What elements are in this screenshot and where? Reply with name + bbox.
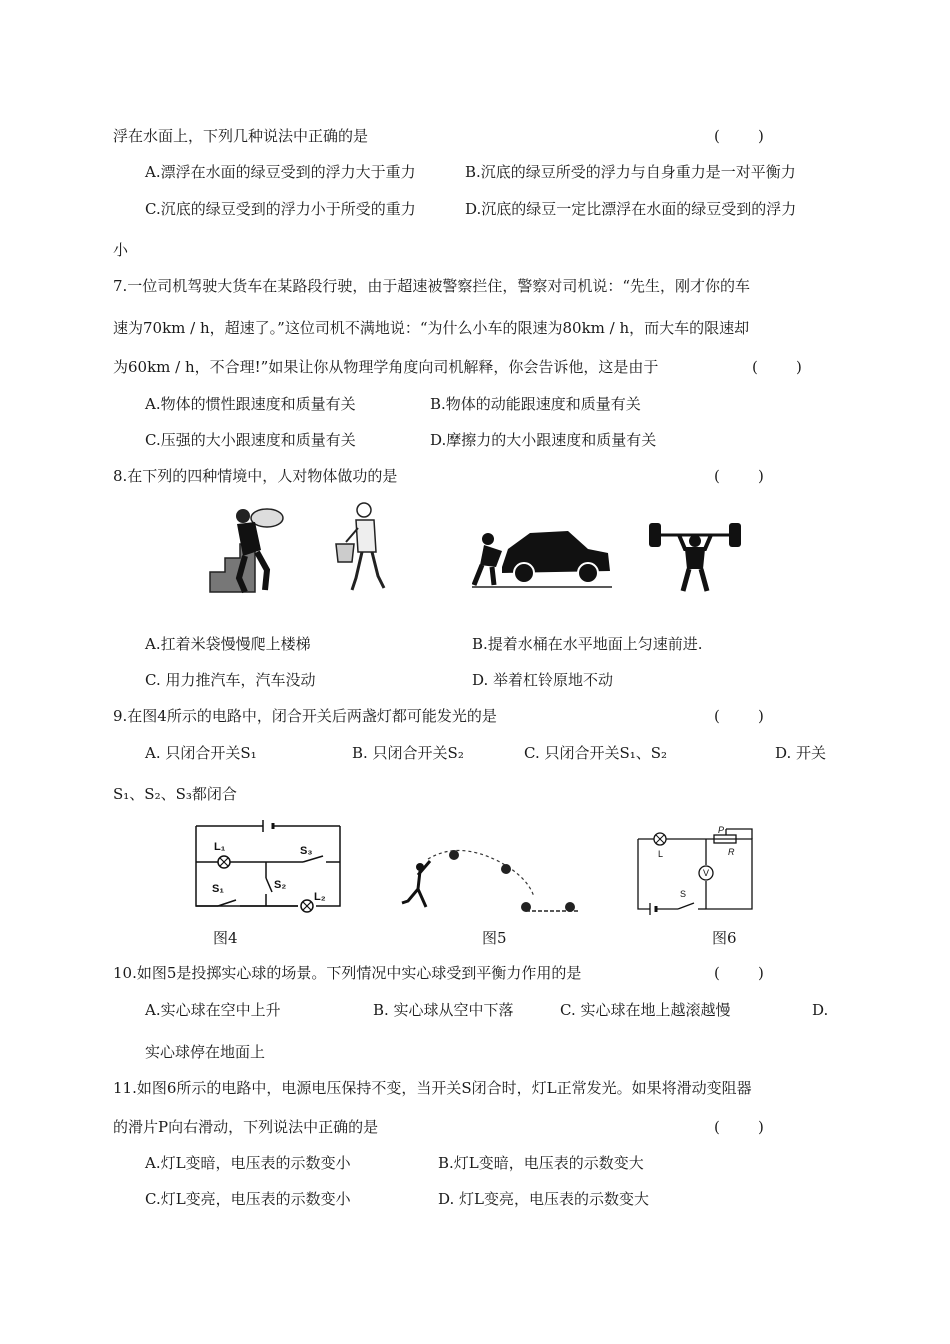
q9-stem: 9.在图4所示的电路中，闭合开关后两盏灯都可能发光的是	[113, 707, 497, 725]
q8-option-d: D. 举着杠铃原地不动	[472, 671, 614, 689]
q11-stem-line-1: 11.如图6所示的电路中，电源电压保持不变，当开关S闭合时，灯L正常发光。如果将滑动变阻器	[113, 1079, 752, 1097]
fig6-label-s: S	[680, 889, 687, 899]
q6-option-a: A.漂浮在水面的绿豆受到的浮力大于重力	[145, 163, 416, 181]
q7-option-c: C.压强的大小跟速度和质量有关	[145, 431, 356, 449]
q10-option-b: B. 实心球从空中下落	[373, 1001, 514, 1019]
q10-option-c: C. 实心球在地上越滚越慢	[560, 1001, 731, 1019]
q6-option-d-continued: 小	[113, 241, 129, 259]
pushing-car-figure	[472, 515, 612, 595]
q6-option-d: D.沉底的绿豆一定比漂浮在水面的绿豆受到的浮力	[465, 200, 797, 218]
q10-option-d-continued: 实心球停在地面上	[145, 1043, 266, 1061]
figure-5-caption: 图5	[482, 929, 507, 947]
q6-option-c: C.沉底的绿豆受到的浮力小于所受的重力	[145, 200, 416, 218]
q7-option-a: A.物体的惯性跟速度和质量有关	[145, 395, 356, 413]
lifting-barbell-figure	[645, 515, 745, 595]
q10-stem: 10.如图5是投掷实心球的场景。下列情况中实心球受到平衡力作用的是	[113, 964, 582, 982]
q8-option-a: A.扛着米袋慢慢爬上楼梯	[145, 635, 311, 653]
q8-answer-paren: ( )	[714, 467, 764, 485]
q6-answer-paren: ( )	[714, 127, 764, 145]
figure-6-circuit	[630, 825, 760, 917]
q8-stem: 8.在下列的四种情境中，人对物体做功的是	[113, 467, 398, 485]
q9-option-b: B. 只闭合开关S₂	[352, 744, 464, 762]
q11-answer-paren: ( )	[714, 1118, 764, 1136]
fig6-label-l: L	[658, 849, 664, 859]
q11-option-c: C.灯L变亮，电压表的示数变小	[145, 1190, 351, 1208]
q7-answer-paren: ( )	[752, 358, 802, 376]
q7-stem-line-1: 7.一位司机驾驶大货车在某路段行驶，由于超速被警察拦住，警察对司机说：“先生，刚才你的车	[113, 277, 750, 295]
q7-option-b: B.物体的动能跟速度和质量有关	[430, 395, 641, 413]
fig4-label-s2: S₂	[274, 879, 287, 891]
q7-option-d: D.摩擦力的大小跟速度和质量有关	[430, 431, 657, 449]
q11-stem-line-2: 的滑片P向右滑动，下列说法中正确的是	[113, 1118, 379, 1136]
q9-option-d: D. 开关	[775, 744, 827, 762]
fig4-label-l2: L₂	[314, 891, 326, 903]
q8-option-b: B.提着水桶在水平地面上匀速前进.	[472, 635, 703, 653]
climbing-stairs-figure	[205, 500, 300, 595]
q10-option-a: A.实心球在空中上升	[145, 1001, 281, 1019]
figure-5-shot-put	[398, 845, 588, 915]
q9-answer-paren: ( )	[714, 707, 764, 725]
fig4-label-s3: S₃	[300, 845, 313, 857]
figure-6-caption: 图6	[712, 929, 737, 947]
q9-option-a: A. 只闭合开关S₁	[145, 744, 257, 762]
fig6-label-v: V	[703, 868, 710, 878]
fig4-label-s1: S₁	[212, 883, 224, 895]
q6-option-b: B.沉底的绿豆所受的浮力与自身重力是一对平衡力	[465, 163, 796, 181]
q9-option-c: C. 只闭合开关S₁、S₂	[524, 744, 668, 762]
q8-option-c: C. 用力推汽车，汽车没动	[145, 671, 316, 689]
q11-option-d: D. 灯L变亮，电压表的示数变大	[438, 1190, 649, 1208]
figure-4-caption: 图4	[213, 929, 238, 947]
q11-option-a: A.灯L变暗，电压表的示数变小	[145, 1154, 351, 1172]
q10-answer-paren: ( )	[714, 964, 764, 982]
carrying-bucket-figure	[330, 500, 390, 595]
fig4-label-l1: L₁	[214, 841, 226, 853]
fig6-label-p: P	[718, 825, 725, 835]
q10-option-d: D.	[812, 1001, 829, 1019]
figure-4-circuit	[188, 818, 348, 913]
q6-stem-end: 浮在水面上，下列几种说法中正确的是	[113, 127, 369, 145]
q11-option-b: B.灯L变暗，电压表的示数变大	[438, 1154, 644, 1172]
fig6-label-r: R	[728, 847, 735, 857]
q7-stem-line-2: 速为70km / h，超速了。”这位司机不满地说：“为什么小车的限速为80km / h，而大车的限速却	[113, 319, 750, 337]
q7-stem-line-3: 为60km / h，不合理!”如果让你从物理学角度向司机解释，你会告诉他，这是由于	[113, 358, 659, 376]
q9-option-d-continued: S₁、S₂、S₃都闭合	[113, 785, 237, 803]
